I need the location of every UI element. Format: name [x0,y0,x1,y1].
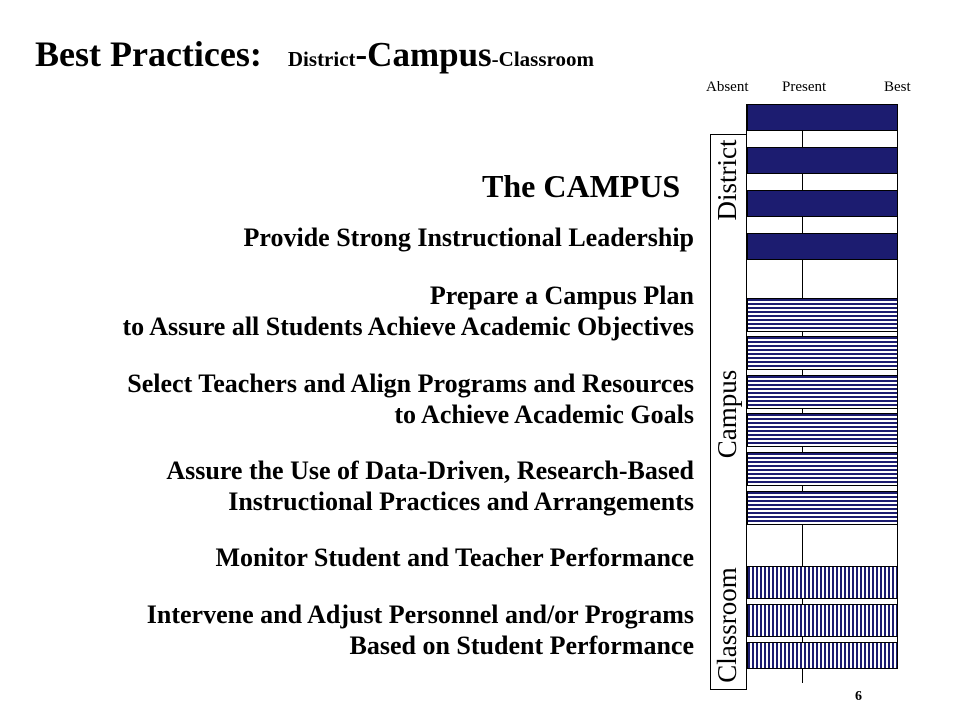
scale-label-absent: Absent [706,79,749,95]
classroom-bar [747,642,898,669]
title-main: Best Practices: [35,34,262,74]
campus-bar [747,413,898,447]
district-bar [747,104,898,131]
campus-bar [747,298,898,332]
title-district: District [287,47,356,71]
slide-title [35,32,594,81]
scale-label-present: Present [782,79,827,95]
campus-bar [747,452,898,486]
practice-line: Monitor Student and Teacher Performance [215,543,694,572]
page-number: 6 [855,689,862,704]
campus-bar [747,336,898,370]
campus-bar [747,491,898,525]
classroom-bar [747,604,898,637]
practice-line: Assure the Use of Data-Driven, Research-Based [166,456,694,485]
practice-line: to Achieve Academic Goals [394,400,694,429]
district-label: District [712,139,742,221]
district-bar [747,147,898,174]
district-bar [747,190,898,217]
practice-item [244,222,694,253]
title-classroom: -Classroom [491,47,594,71]
title-campus: -Campus [355,35,492,74]
section-heading: The CAMPUS [482,168,681,204]
district-bar [747,233,898,260]
practice-item [127,368,694,430]
practice-item [215,542,694,573]
practice-line: Prepare a Campus Plan [429,281,694,310]
practice-item [166,455,694,517]
campus-label: Campus [712,369,742,459]
practice-line: Intervene and Adjust Personnel and/or Programs [146,600,694,629]
practice-line: Based on Student Performance [349,631,694,660]
scale-label-best: Best [884,79,911,95]
practice-line: Select Teachers and Align Programs and Resources [127,369,694,398]
classroom-label: Classroom [712,567,742,683]
practice-line: to Assure all Students Achieve Academic Objectives [122,312,694,341]
practice-item [147,599,694,661]
campus-bar [747,375,898,409]
practice-item [123,280,694,342]
classroom-bar [747,566,898,599]
practice-line: Instructional Practices and Arrangements [228,487,694,516]
practice-line: Provide Strong Instructional Leadership [243,223,694,252]
